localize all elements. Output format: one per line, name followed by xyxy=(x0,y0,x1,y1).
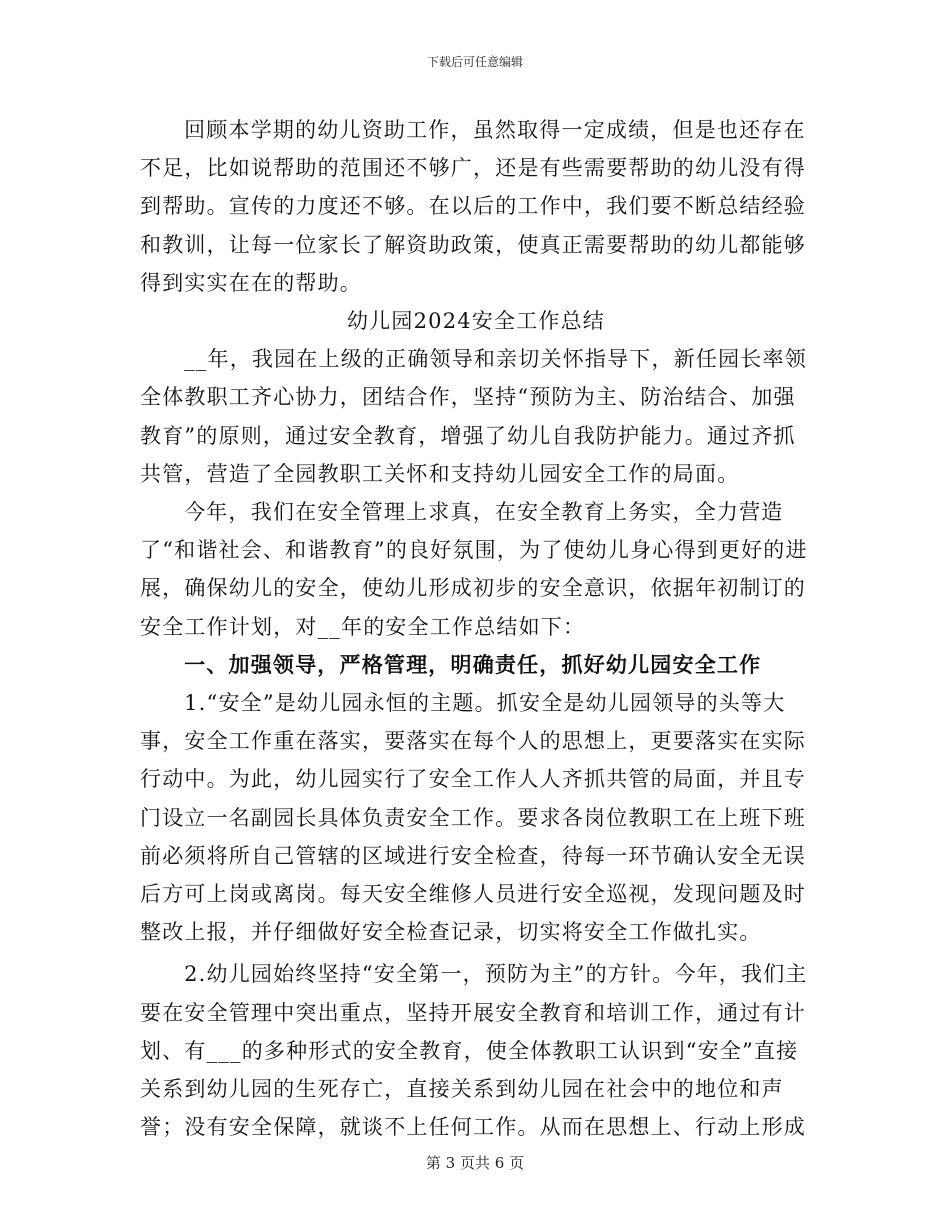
paragraph-overview: 今年，我们在安全管理上求真，在安全教育上务实，全力营造了“和谐社会、和谐教育”的良好氛围，为了使幼儿身心得到更好的进展，确保幼儿的安全，使幼儿形成初步的安全意识，依据年初制订的安全工作计划，对__年的安全工作总结如下： xyxy=(140,500,808,639)
page-number: 第 3 页共 6 页 xyxy=(425,1154,525,1172)
document-body xyxy=(140,111,812,1146)
document-title: 幼儿园2024安全工作总结 xyxy=(346,309,606,334)
paragraph-item-1: 1.“安全”是幼儿园永恒的主题。抓安全是幼儿园领导的头等大事，安全工作重在落实，要落实在每个人的思想上，更要落实在实际行动中。为此，幼儿园实行了安全工作人人齐抓共管的局面，并且专门设立一名副园长具体负责安全工作。要求各岗位教职工在上班下班前必须将所自己管辖的区域进行安全检查，待每一环节确认安全无误后方可上岗或离岗。每天安全维修人员进行安全巡视，发现问题及时整改上报，并仔细做好安全检查记录，切实将安全工作做扎实。 xyxy=(140,691,806,945)
paragraph-item-2: 2.幼儿园始终坚持“安全第一，预防为主”的方针。今年，我们主要在安全管理中突出重点，坚持开展安全教育和培训工作，通过有计划、有___的多种形式的安全教育，使全体教职工认识到“安全”直接关系到幼儿园的生死存亡，直接关系到幼儿园在社会中的地位和声誉；没有安全保障，就谈不上任何工作。从而在思想上、行动上形成 xyxy=(140,962,808,1140)
section-heading-1: 一、加强领导，严格管理，明确责任，抓好幼儿园安全工作 xyxy=(184,651,762,677)
paragraph-intro: __年，我园在上级的正确领导和亲切关怀指导下，新任园长率领全体教职工齐心协力，团结合作，坚持“预防为主、防治结合、加强教育”的原则，通过安全教育，增强了幼儿自我防护能力。通过齐抓共管，营造了全园教职工关怀和支持幼儿园安全工作的局面。 xyxy=(140,347,807,486)
paragraph-summary: 回顾本学期的幼儿资助工作，虽然取得一定成绩，但是也还存在不足，比如说帮助的范围还不够广，还是有些需要帮助的幼儿没有得到帮助。宣传的力度还不够。在以后的工作中，我们要不断总结经验和教训，让每一位家长了解资助政策，使真正需要帮助的幼儿都能够得到实实在在的帮助。 xyxy=(140,118,806,295)
page-header: 下载后可任意编辑 xyxy=(426,55,523,69)
